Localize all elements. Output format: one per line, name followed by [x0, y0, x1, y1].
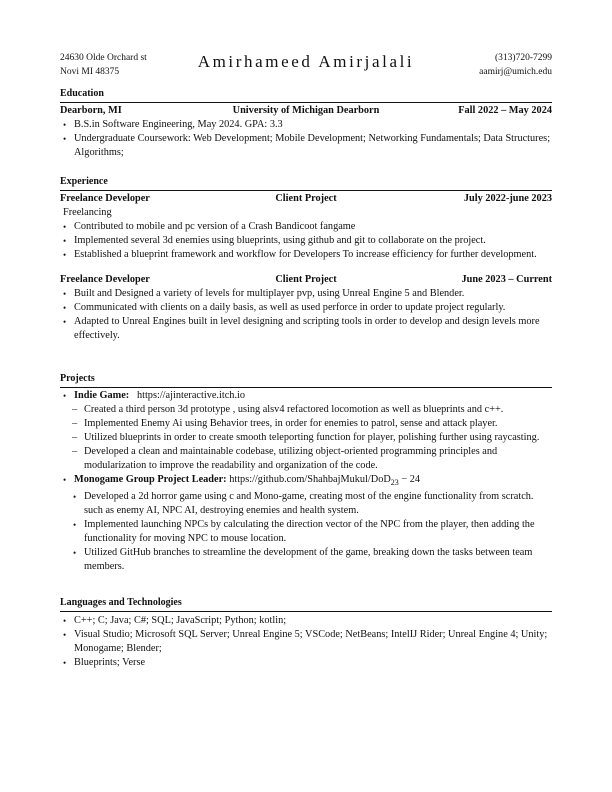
- email-link[interactable]: aamirj@umich.edu: [479, 67, 552, 77]
- list-item: – Utilized blueprints in order to create smooth teleporting function for player, polishing further using raycasting.: [60, 431, 552, 445]
- skills-section: [60, 596, 552, 670]
- list-item: – Developed a clean and maintainable codebase, utilizing object-oriented programming principles and modularization to improve the readability and organization of the code.: [60, 445, 552, 473]
- list-item: • Visual Studio; Microsoft SQL Server; Unreal Engine 5; VSCode; NetBeans; IntelIJ Rider; Unreal Engine 4; Unity; Monogame; Blender;: [60, 628, 552, 656]
- address-line: 24630 Olde Orchard st: [60, 53, 147, 63]
- education-section: [60, 87, 552, 160]
- list-item: • Implemented launching NPCs by calculating the direction vector of the NPC from the player, then adding the functionality for moving NPC to mouse location.: [60, 518, 552, 546]
- section-heading: Experience: [60, 175, 552, 191]
- job-title: Freelance Developer: [60, 274, 150, 285]
- list-item: • Undergraduate Coursework: Web Development; Mobile Development; Networking Fundamentals; Data Structures; Algorithms;: [60, 132, 552, 160]
- phone: (313)720-7299: [495, 53, 552, 63]
- job-org: Client Project: [275, 274, 337, 285]
- project-item: [60, 389, 552, 473]
- section-heading: Education: [60, 87, 552, 103]
- list-item: • Contributed to mobile and pc version of a Crash Bandicoot fangame: [60, 220, 552, 234]
- list-item: • Developed a 2d horror game using c and Mono-game, creating most of the engine functionality from scratch. such as enemy AI, NPC AI, destroying enemies and health system.: [60, 490, 552, 518]
- project-link[interactable]: https://ajinteractive.itch.io: [136, 390, 246, 401]
- job-title: Freelance Developer: [60, 193, 150, 204]
- list-item: • Adapted to Unreal Engines built in level designing and scripting tools in order to develop and design levels more effectively.: [60, 315, 552, 343]
- job-subtitle: Freelancing: [63, 207, 112, 218]
- address-line: Novi MI 48375: [60, 67, 120, 77]
- job-row: [60, 192, 552, 206]
- list-item: • Blueprints; Verse: [60, 656, 552, 670]
- list-item: • Built and Designed a variety of levels for multiplayer pvp, using Unreal Engine 5 and Blender.: [60, 287, 552, 301]
- location: Dearborn, MI: [60, 105, 122, 116]
- project-name: Indie Game:: [74, 390, 130, 401]
- section-heading: Languages and Technologies: [60, 596, 552, 612]
- link-text: https://github.com/ShahbajMukul/DoD: [229, 474, 391, 485]
- list-item: • Implemented several 3d enemies using blueprints, using github and git to collaborate on the project.: [60, 234, 552, 248]
- contact: [479, 51, 552, 79]
- list-item: • Established a blueprint framework and workflow for Developers To increase efficiency for further development.: [60, 248, 552, 262]
- section-heading: Projects: [60, 372, 552, 388]
- project-item: [60, 473, 552, 574]
- list-item: • Communicated with clients on a daily basis, as well as used perforce in order to update project regularly.: [60, 301, 552, 315]
- list-item: – Created a third person 3d prototype , using alsv4 refactored locomotion as well as blueprints and c++.: [60, 403, 552, 417]
- education-row: [60, 104, 552, 118]
- project-name: Monogame Group Project Leader:: [74, 474, 227, 485]
- job-row: [60, 273, 552, 287]
- projects-section: [60, 372, 552, 574]
- list-item: – Implemented Enemy Ai using Behavior trees, in order for enemies to patrol, sense and attack player.: [60, 417, 552, 431]
- school: University of Michigan Dearborn: [232, 105, 380, 116]
- experience-section: [60, 175, 552, 343]
- link-suffix: − 24: [398, 474, 421, 485]
- dates: Fall 2022 – May 2024: [458, 105, 552, 116]
- job-dates: July 2022-june 2023: [463, 193, 552, 204]
- job-dates: June 2023 – Current: [461, 274, 552, 285]
- link-subscript: 23: [390, 478, 399, 488]
- job-org: Client Project: [275, 193, 337, 204]
- project-link[interactable]: [229, 474, 421, 488]
- list-item: • C++; C; Java; C#; SQL; JavaScript; Python; kotlin;: [60, 614, 552, 628]
- list-item: • B.S.in Software Engineering, May 2024. GPA: 3.3: [60, 118, 552, 132]
- list-item: • Utilized GitHub branches to streamline the development of the game, breaking down the tasks between team members.: [60, 546, 552, 574]
- candidate-name: Amirhameed Amirjalali: [197, 52, 415, 71]
